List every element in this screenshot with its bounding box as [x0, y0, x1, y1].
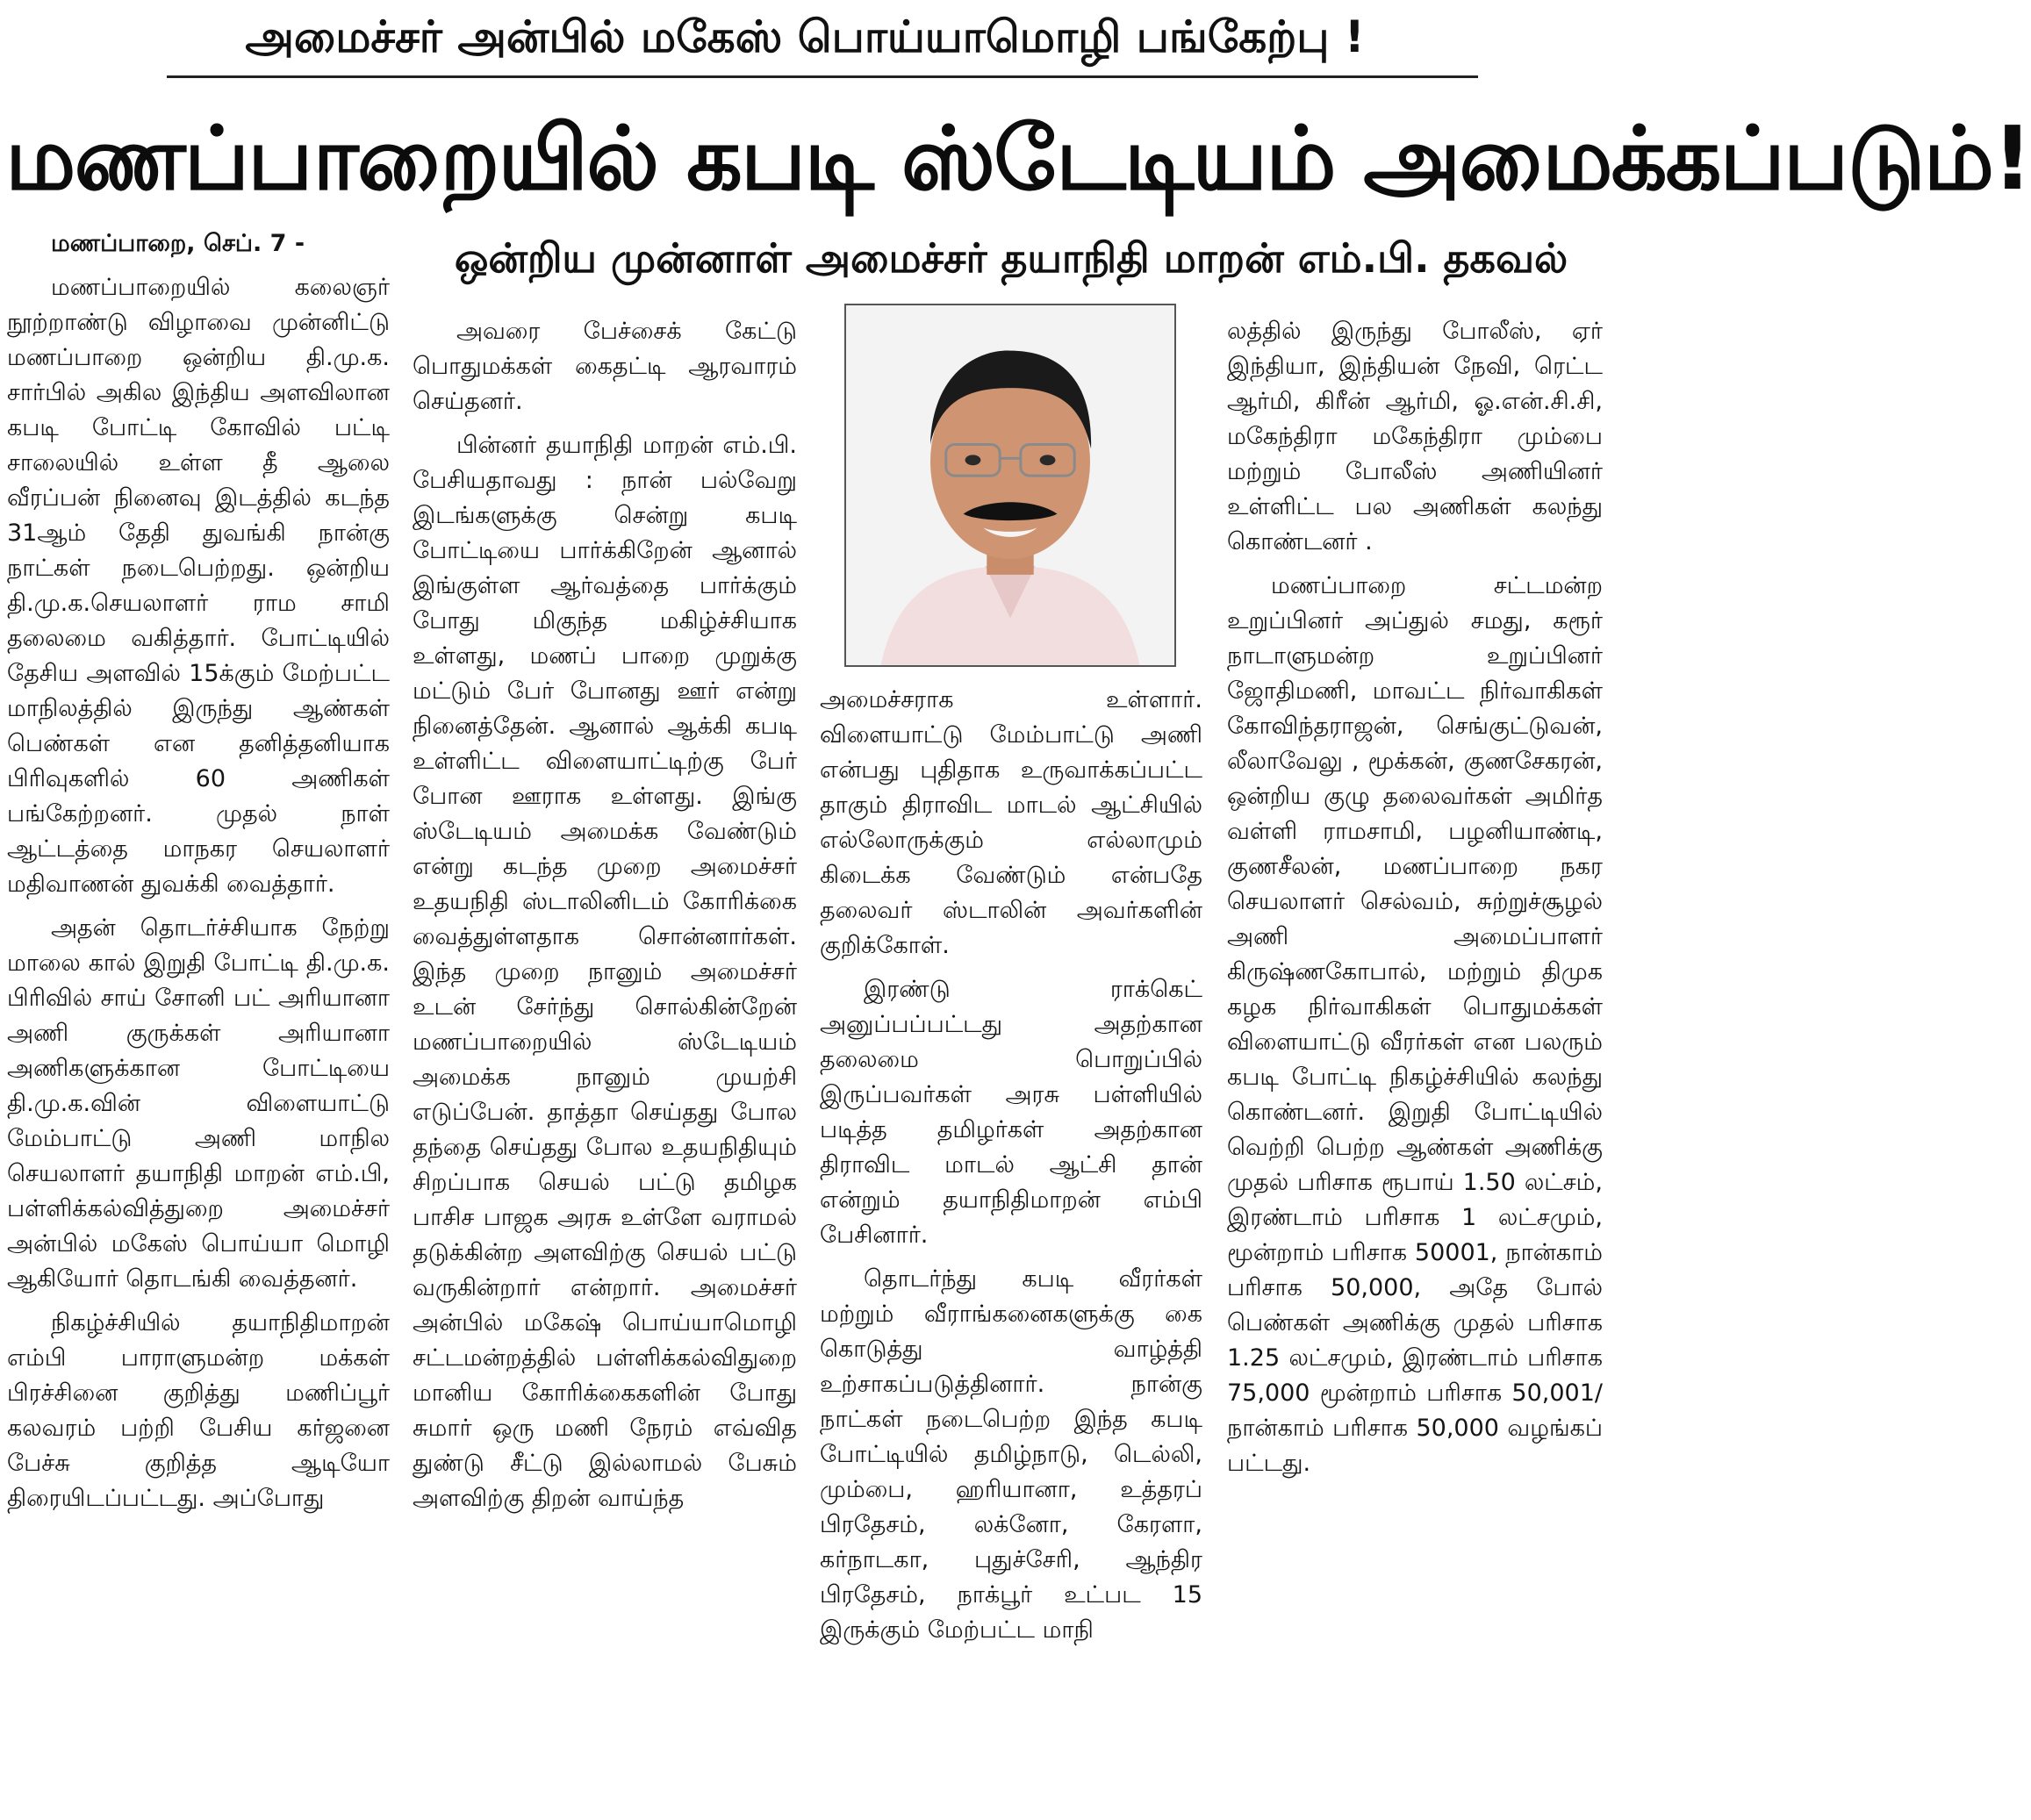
paragraph: லத்தில் இருந்து போலீஸ், ஏர் இந்தியா, இந்தியன் நேவி, ரெட்ட ஆர்மி, கிரீன் ஆர்மி, ஓ.என்.சி.சி, மகேந்திரா மகேந்திரா மும்பை மற்றும் போலீஸ் அணியினர் உள்ளிட்ட பல அணிகள் கலந்து கொண்டனர் .	[1227, 318, 1603, 555]
paragraph: மணப்பாறை சட்டமன்ற உறுப்பினர் அப்துல் சமது, கரூர் நாடாளுமன்ற உறுப்பினர் ஜோதிமணி, மாவட்ட நிர்வாகிகள் கோவிந்தராஜன், செங்குட்டுவன், லீலாவேலு , மூக்கன், குணசேகரன், ஒன்றிய குழு தலைவர்கள் அமிர்த வள்ளி ராமசாமி, பழனியாண்டி, குணசீலன், மணப்பாறை நகர செயலாளர் செல்வம், சுற்றுச்சூழல் அணி அமைப்பாளர் கிருஷ்ணகோபால், மற்றும் திமுக கழக நிர்வாகிகள் பொதுமக்கள் விளையாட்டு வீரர்கள் என பலரும் கபடி போட்டி நிகழ்ச்சியில் கலந்து கொண்டனர். இறுதி போட்டியில் வெற்றி பெற்ற ஆண்கள் அணிக்கு முதல் பரிசாக ரூபாய் 1.50 லட்சம், இரண்டாம் பரிசாக 1 லட்சமும், மூன்றாம் பரிசாக 50001, நான்காம் பரிசாக 50,000, அதே போல் பெண்கள் அணிக்கு முதல் பரிசாக 1.25 லட்சமும், இரண்டாம் பரிசாக 75,000 மூன்றாம் பரிசாக 50,001/ நான்காம் பரிசாக 50,000 வழங்கப் பட்டது.	[1227, 572, 1603, 1477]
paragraph: தொடர்ந்து கபடி வீரர்கள் மற்றும் வீராங்கனைகளுக்கு கை கொடுத்து வாழ்த்தி உற்சாகப்படுத்தினார். நான்கு நாட்கள் நடைபெற்ற இந்த கபடி போட்டியில் தமிழ்நாடு, டெல்லி, மும்பை, ஹரியானா, உத்தரப் பிரதேசம், லக்னோ, கேரளா, கர்நாடகா, புதுச்சேரி, ஆந்திர பிரதேசம், நாக்பூர் உட்பட 15 இருக்கும் மேற்பட்ட மாநி	[820, 1265, 1202, 1644]
sub-headline: ஒன்றிய முன்னாள் அமைச்சர் தயாநிதி மாறன் எம்.பி. தகவல்	[454, 234, 1568, 282]
paragraph: நிகழ்ச்சியில் தயாநிதிமாறன் எம்பி பாராளுமன்ற மக்கள் பிரச்சினை குறித்து மணிப்பூர் கலவரம் பற்றி பேசிய கர்ஜனை பேச்சு குறித்த ஆடியோ திரையிடப்பட்டது. அப்போது	[7, 1309, 390, 1512]
kicker-divider	[167, 75, 1478, 78]
article-column-1	[7, 226, 390, 1816]
portrait-photo	[844, 304, 1176, 667]
paragraph: அவரை பேச்சைக் கேட்டு பொதுமக்கள் கைதட்டி ஆரவாரம் செய்தனர்.	[413, 318, 797, 415]
portrait-illustration	[846, 305, 1174, 665]
paragraph: அதன் தொடர்ச்சியாக நேற்று மாலை கால் இறுதி போட்டி தி.மு.க. பிரிவில் சாய் சோனி பட் அரியானா அணி குருக்கள் அரியானா அணிகளுக்கான போட்டியை தி.மு.க.வின் விளையாட்டு மேம்பாட்டு அணி மாநில செயலாளர் தயாநிதி மாறன் எம்.பி, பள்ளிக்கல்வித்துறை அமைச்சர் அன்பில் மகேஸ் பொய்யா மொழி ஆகியோர் தொடங்கி வைத்தனர்.	[7, 914, 390, 1293]
paragraph: அமைச்சராக உள்ளார். விளையாட்டு மேம்பாட்டு அணி என்பது புதிதாக உருவாக்கப்பட்ட தாகும் திராவிட மாடல் ஆட்சியில் எல்லோருக்கும் எல்லாமும் கிடைக்க வேண்டும் என்பதே தலைவர் ஸ்டாலின் அவர்களின் குறிக்கோள்.	[820, 686, 1202, 959]
kicker-headline: அமைச்சர் அன்பில் மகேஸ் பொய்யாமொழி பங்கேற்பு !	[245, 11, 1365, 62]
article-column-2	[413, 314, 797, 1816]
paragraph: இரண்டு ராக்கெட் அனுப்பப்பட்டது அதற்கான தலைமை பொறுப்பில் இருப்பவர்கள் அரசு பள்ளியில் படித்த தமிழர்கள் அதற்கான திராவிட மாடல் ஆட்சி தான் என்றும் தயாநிதிமாறன் எம்பி பேசினார்.	[820, 976, 1202, 1249]
paragraph: பின்னர் தயாநிதி மாறன் எம்.பி. பேசியதாவது : நான் பல்வேறு இடங்களுக்கு சென்று கபடி போட்டியை பார்க்கிறேன் ஆனால் இங்குள்ள ஆர்வத்தை பார்க்கும் போது மிகுந்த மகிழ்ச்சியாக உள்ளது, மணப் பாறை முறுக்கு மட்டும் பேர் போனது ஊர் என்று நினைத்தேன். ஆனால் ஆக்கி கபடி உள்ளிட்ட விளையாட்டிற்கு பேர் போன ஊராக உள்ளது. இங்கு ஸ்டேடியம் அமைக்க வேண்டும் என்று கடந்த முறை அமைச்சர் உதயநிதி ஸ்டாலினிடம் கோரிக்கை வைத்துள்ளதாக சொன்னார்கள். இந்த முறை நானும் அமைச்சர் உடன் சேர்ந்து சொல்கின்றேன் மணப்பாறையில் ஸ்டேடியம் அமைக்க நானும் முயற்சி எடுப்பேன். தாத்தா செய்தது போல தந்தை செய்தது போல உதயநிதியும் சிறப்பாக செயல் பட்டு தமிழக பாசிச பாஜக அரசு உள்ளே வராமல் தடுக்கின்ற அளவிற்கு செயல் பட்டு வருகின்றார் என்றார். அமைச்சர் அன்பில் மகேஷ் பொய்யாமொழி சட்டமன்றத்தில் பள்ளிக்கல்விதுறை மானிய கோரிக்கைகளின் போது சுமார் ஒரு மணி நேரம் எவ்வித துண்டு சீட்டு இல்லாமல் பேசும் அளவிற்கு திறன் வாய்ந்த	[413, 432, 797, 1512]
article-column-4	[1227, 314, 1603, 1816]
dateline: மணப்பாறை, செப். 7 -	[51, 230, 305, 257]
paragraph: மணப்பாறையில் கலைஞர் நூற்றாண்டு விழாவை முன்னிட்டு மணப்பாறை ஒன்றிய தி.மு.க. சார்பில் அகில இந்திய அளவிலான கபடி போட்டி கோவில் பட்டி சாலையில் உள்ள தீ ஆலை வீரப்பன் நினைவு இடத்தில் கடந்த 31ஆம் தேதி துவங்கி நான்கு நாட்கள் நடைபெற்றது. ஒன்றிய தி.மு.க.செயலாளர் ராம சாமி தலைமை வகித்தார். போட்டியில் தேசிய அளவில் 15க்கும் மேற்பட்ட மாநிலத்தில் இருந்து ஆண்கள் பெண்கள் என தனித்தனியாக பிரிவுகளில் 60 அணிகள் பங்கேற்றனர். முதல் நாள் ஆட்டத்தை மாநகர செயலாளர் மதிவாணன் துவக்கி வைத்தார்.	[7, 274, 390, 898]
main-headline: மணப்பாறையில் கபடி ஸ்டேடியம் அமைக்கப்படும்!	[5, 107, 2031, 210]
article-column-3	[820, 683, 1202, 1816]
